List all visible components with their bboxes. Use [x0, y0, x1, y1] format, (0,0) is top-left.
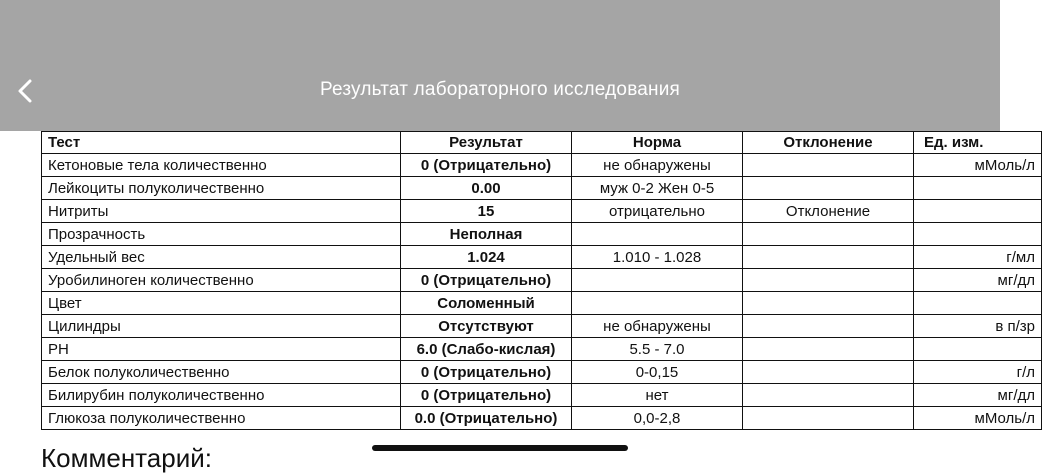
- test-name-cell: Глюкоза полуколичественно: [42, 407, 401, 430]
- comment-label: Комментарий:: [41, 443, 212, 473]
- test-name-cell: Белок полуколичественно: [42, 361, 401, 384]
- results-table: [41, 131, 1042, 430]
- norm-cell: [572, 292, 743, 315]
- unit-cell: [914, 338, 1042, 361]
- deviation-cell: [743, 154, 914, 177]
- result-cell: 0 (Отрицательно): [401, 269, 572, 292]
- unit-cell: [914, 292, 1042, 315]
- test-name-cell: PH: [42, 338, 401, 361]
- test-name-cell: Прозрачность: [42, 223, 401, 246]
- test-name-cell: Билирубин полуколичественно: [42, 384, 401, 407]
- table-row: [42, 269, 1042, 292]
- norm-cell: [572, 269, 743, 292]
- table-row: [42, 177, 1042, 200]
- test-name-cell: Цилиндры: [42, 315, 401, 338]
- column-header-unit: Ед. изм.: [914, 132, 1042, 154]
- page-title: Результат лабораторного исследования: [319, 79, 681, 100]
- lab-results-document[interactable]: [0, 131, 1035, 473]
- table-row: [42, 292, 1042, 315]
- result-cell: 1.024: [401, 246, 572, 269]
- home-indicator[interactable]: [372, 445, 628, 451]
- deviation-cell: [743, 223, 914, 246]
- unit-cell: мг/дл: [914, 269, 1042, 292]
- result-cell: 0 (Отрицательно): [401, 384, 572, 407]
- table-row: [42, 338, 1042, 361]
- result-cell: 15: [401, 200, 572, 223]
- test-name-cell: Уробилиноген количественно: [42, 269, 401, 292]
- result-cell: 6.0 (Слабо-кислая): [401, 338, 572, 361]
- deviation-cell: [743, 315, 914, 338]
- deviation-cell: [743, 177, 914, 200]
- unit-cell: г/мл: [914, 246, 1042, 269]
- result-cell: 0.0 (Отрицательно): [401, 407, 572, 430]
- column-header-test: Тест: [42, 132, 401, 154]
- table-header-row: [42, 132, 1042, 154]
- deviation-cell: Отклонение: [743, 200, 914, 223]
- norm-cell: [572, 223, 743, 246]
- result-cell: 0.00: [401, 177, 572, 200]
- unit-cell: в п/зр: [914, 315, 1042, 338]
- deviation-cell: [743, 384, 914, 407]
- table-row: [42, 154, 1042, 177]
- table-row: [42, 384, 1042, 407]
- test-name-cell: Удельный вес: [42, 246, 401, 269]
- result-cell: Неполная: [401, 223, 572, 246]
- unit-cell: мМоль/л: [914, 407, 1042, 430]
- norm-cell: 0,0-2,8: [572, 407, 743, 430]
- test-name-cell: Кетоновые тела количественно: [42, 154, 401, 177]
- unit-cell: г/л: [914, 361, 1042, 384]
- unit-cell: [914, 200, 1042, 223]
- deviation-cell: [743, 269, 914, 292]
- deviation-cell: [743, 246, 914, 269]
- norm-cell: 0-0,15: [572, 361, 743, 384]
- deviation-cell: [743, 361, 914, 384]
- unit-cell: [914, 177, 1042, 200]
- test-name-cell: Нитриты: [42, 200, 401, 223]
- app-header: [0, 0, 1000, 131]
- column-header-deviation: Отклонение: [743, 132, 914, 154]
- norm-cell: 1.010 - 1.028: [572, 246, 743, 269]
- deviation-cell: [743, 407, 914, 430]
- result-cell: Соломенный: [401, 292, 572, 315]
- table-row: [42, 246, 1042, 269]
- unit-cell: мМоль/л: [914, 154, 1042, 177]
- norm-cell: муж 0-2 Жен 0-5: [572, 177, 743, 200]
- table-row: [42, 315, 1042, 338]
- norm-cell: не обнаружены: [572, 154, 743, 177]
- result-cell: 0 (Отрицательно): [401, 154, 572, 177]
- deviation-cell: [743, 292, 914, 315]
- norm-cell: 5.5 - 7.0: [572, 338, 743, 361]
- table-row: [42, 361, 1042, 384]
- norm-cell: не обнаружены: [572, 315, 743, 338]
- table-row: [42, 223, 1042, 246]
- test-name-cell: Цвет: [42, 292, 401, 315]
- result-cell: Отсутствуют: [401, 315, 572, 338]
- norm-cell: отрицательно: [572, 200, 743, 223]
- unit-cell: мг/дл: [914, 384, 1042, 407]
- column-header-norm: Норма: [572, 132, 743, 154]
- test-name-cell: Лейкоциты полуколичественно: [42, 177, 401, 200]
- deviation-cell: [743, 338, 914, 361]
- norm-cell: нет: [572, 384, 743, 407]
- table-row: [42, 200, 1042, 223]
- column-header-result: Результат: [401, 132, 572, 154]
- unit-cell: [914, 223, 1042, 246]
- table-row: [42, 407, 1042, 430]
- result-cell: 0 (Отрицательно): [401, 361, 572, 384]
